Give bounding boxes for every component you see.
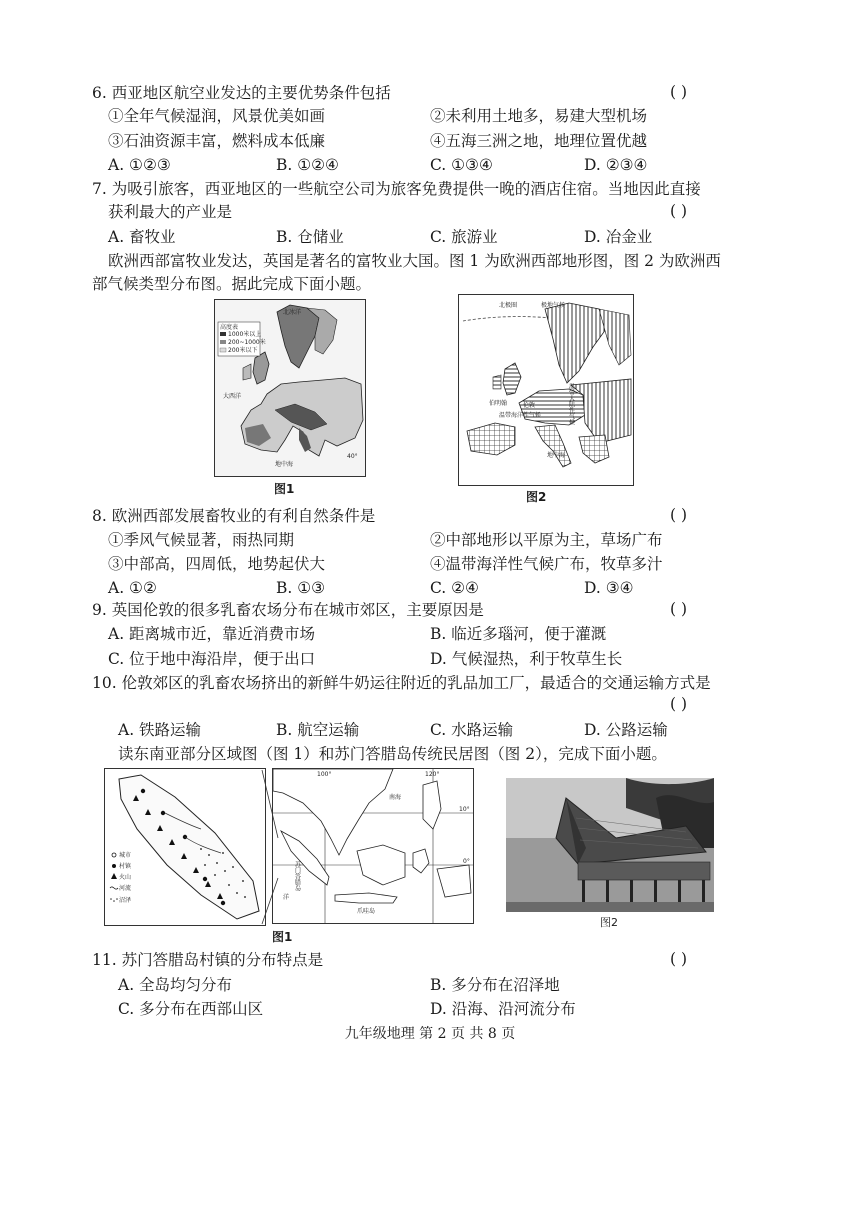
- seasia-map-1-caption: 图1: [272, 930, 293, 944]
- sea-map-lon-100: 100°: [317, 771, 332, 778]
- intro-seasia: 读东南亚部分区域图（图 1）和苏门答腊岛传统民居图（图 2），完成下面小题。: [118, 745, 667, 763]
- q11-choice-d[interactable]: D. 沿海、沿河流分布: [430, 1000, 576, 1018]
- europe-map-label-med: 地中海: [275, 461, 294, 468]
- q7-stem-line2: 获利最大的产业是: [108, 203, 233, 221]
- q8-option-1: ①季风气候显著，雨热同期: [108, 531, 295, 549]
- sumatra-legend-city: 城市: [119, 852, 132, 859]
- sea-map-label-ocean: 洋: [283, 894, 290, 901]
- q9-choice-d[interactable]: D. 气候湿热，利于牧草生长: [430, 650, 623, 668]
- southeast-asia-map: [272, 768, 474, 924]
- europe-map-label-lat: 40°: [347, 453, 358, 460]
- q8-stem: 8. 欧洲西部发展畜牧业的有利自然条件是: [92, 507, 376, 525]
- sea-map-lat-10: 10°: [459, 806, 470, 813]
- q9-choice-c[interactable]: C. 位于地中海沿岸，便于出口: [108, 650, 316, 668]
- europe-map-legend-mid: 200~1000米: [228, 339, 266, 346]
- climate-map-label-polar: 极地气候: [541, 302, 566, 309]
- sea-map-label-south-china-sea: 南海: [389, 794, 402, 801]
- q8-answer-paren[interactable]: ( ): [670, 506, 688, 524]
- q6-stem: 6. 西亚地区航空业发达的主要优势条件包括: [92, 84, 391, 102]
- q10-stem: 10. 伦敦郊区的乳畜农场挤出的新鲜牛奶运往附近的乳品加工厂，最适合的交通运输方式是: [92, 674, 711, 692]
- europe-map-legend-low: 200米以下: [228, 347, 258, 354]
- climate-map-label-maritime: 温带海洋性气候: [499, 412, 542, 419]
- climate-map-label-london: 伦敦: [523, 402, 536, 409]
- batak-house-graphic: [506, 778, 714, 912]
- q6-choice-b[interactable]: B. ①②④: [276, 156, 339, 174]
- q6-answer-paren[interactable]: ( ): [670, 83, 688, 101]
- q10-choice-c[interactable]: C. 水路运输: [430, 721, 514, 739]
- southeast-asia-graphic: [273, 769, 473, 923]
- q9-stem: 9. 英国伦敦的很多乳畜农场分布在城市郊区，主要原因是: [92, 601, 484, 619]
- europe-map-legend-title: 高度表: [220, 324, 239, 331]
- q8-choice-d[interactable]: D. ③④: [584, 579, 634, 597]
- europe-map-legend-high: 1000米以上: [228, 331, 262, 338]
- q10-choice-d[interactable]: D. 公路运输: [584, 721, 668, 739]
- sumatra-legend-river: 河流: [119, 885, 132, 892]
- europe-climate-map-graphic: [459, 295, 633, 485]
- q7-stem-line1: 7. 为吸引旅客，西亚地区的一些航空公司为旅客免费提供一晚的酒店住宿。当地因此直接: [92, 180, 701, 198]
- climate-map-label-arctic-circle: 北极圈: [499, 302, 518, 309]
- q6-choice-d[interactable]: D. ②③④: [584, 156, 648, 174]
- page-footer: 九年级地理 第 2 页 共 8 页: [344, 1026, 516, 1042]
- q6-choice-c[interactable]: C. ①③④: [430, 156, 493, 174]
- q7-choice-a[interactable]: A. 畜牧业: [108, 228, 176, 246]
- europe-map-label-north: 北冰洋: [283, 309, 302, 316]
- sea-map-label-sumatra: 苏门答腊岛: [293, 861, 301, 891]
- q6-option-1: ①全年气候湿润，风景优美如画: [108, 107, 326, 125]
- q8-choice-b[interactable]: B. ①③: [276, 579, 326, 597]
- q8-choice-a[interactable]: A. ①②: [108, 579, 157, 597]
- q8-option-3: ③中部高，四周低，地势起伏大: [108, 555, 326, 573]
- q7-answer-paren[interactable]: ( ): [670, 202, 688, 220]
- q7-choice-b[interactable]: B. 仓储业: [276, 228, 344, 246]
- q10-answer-paren[interactable]: ( ): [670, 695, 688, 713]
- sumatra-legend-swamp: 沼泽: [119, 897, 132, 904]
- sumatra-legend-volcano: 火山: [119, 874, 132, 881]
- q6-option-2: ②未利用土地多，易建大型机场: [430, 107, 648, 125]
- batak-house-photo: [506, 778, 714, 912]
- q9-choice-a[interactable]: A. 距离城市近，靠近消费市场: [108, 625, 316, 643]
- europe-map-1-caption: 图1: [274, 482, 295, 496]
- europe-climate-map: [458, 294, 634, 486]
- q8-option-4: ④温带海洋性气候广布，牧草多汁: [430, 555, 663, 573]
- climate-map-label-birmingham: 伯明翰: [489, 400, 508, 407]
- q6-option-4: ④五海三洲之地，地理位置优越: [430, 132, 648, 150]
- sumatra-inset-graphic: [105, 769, 265, 925]
- europe-terrain-map-graphic: [215, 300, 365, 476]
- q8-option-2: ②中部地形以平原为主，草场广布: [430, 531, 663, 549]
- sea-map-label-java: 爪哇岛: [357, 908, 376, 915]
- q7-choice-d[interactable]: D. 冶金业: [584, 228, 653, 246]
- q11-answer-paren[interactable]: ( ): [670, 950, 688, 968]
- q11-choice-b[interactable]: B. 多分布在沼泽地: [430, 976, 560, 994]
- sea-map-lat-0: 0°: [463, 858, 470, 865]
- europe-map-label-atlantic: 大西洋: [223, 393, 242, 400]
- seasia-photo-2-caption: 图2: [600, 916, 618, 929]
- q9-answer-paren[interactable]: ( ): [670, 600, 688, 618]
- sumatra-inset-map: [104, 768, 266, 926]
- sumatra-legend-town: 村镇: [119, 863, 132, 870]
- europe-map-2-caption: 图2: [526, 490, 547, 504]
- q10-choice-a[interactable]: A. 铁路运输: [118, 721, 202, 739]
- climate-map-label-med: 地中海: [547, 452, 566, 459]
- q10-choice-b[interactable]: B. 航空运输: [276, 721, 360, 739]
- q8-choice-c[interactable]: C. ②④: [430, 579, 479, 597]
- q11-choice-a[interactable]: A. 全岛均匀分布: [118, 976, 233, 994]
- intro-europe-line1: 欧洲西部富牧业发达，英国是著名的富牧业大国。图 1 为欧洲西部地形图，图 2 为欧洲西: [108, 252, 721, 270]
- q11-stem: 11. 苏门答腊岛村镇的分布特点是: [92, 951, 324, 969]
- q9-choice-b[interactable]: B. 临近多瑙河，便于灌溉: [430, 625, 607, 643]
- europe-terrain-map: [214, 299, 366, 477]
- q11-choice-c[interactable]: C. 多分布在西部山区: [118, 1000, 264, 1018]
- climate-map-label-continental: 温带大陆性气候: [567, 383, 575, 425]
- q6-option-3: ③石油资源丰富，燃料成本低廉: [108, 132, 326, 150]
- q7-choice-c[interactable]: C. 旅游业: [430, 228, 498, 246]
- sea-map-lon-120: 120°: [425, 771, 440, 778]
- q6-choice-a[interactable]: A. ①②③: [108, 156, 171, 174]
- inset-connector-lines: [260, 768, 280, 928]
- intro-europe-line2: 部气候类型分布图。据此完成下面小题。: [92, 275, 372, 293]
